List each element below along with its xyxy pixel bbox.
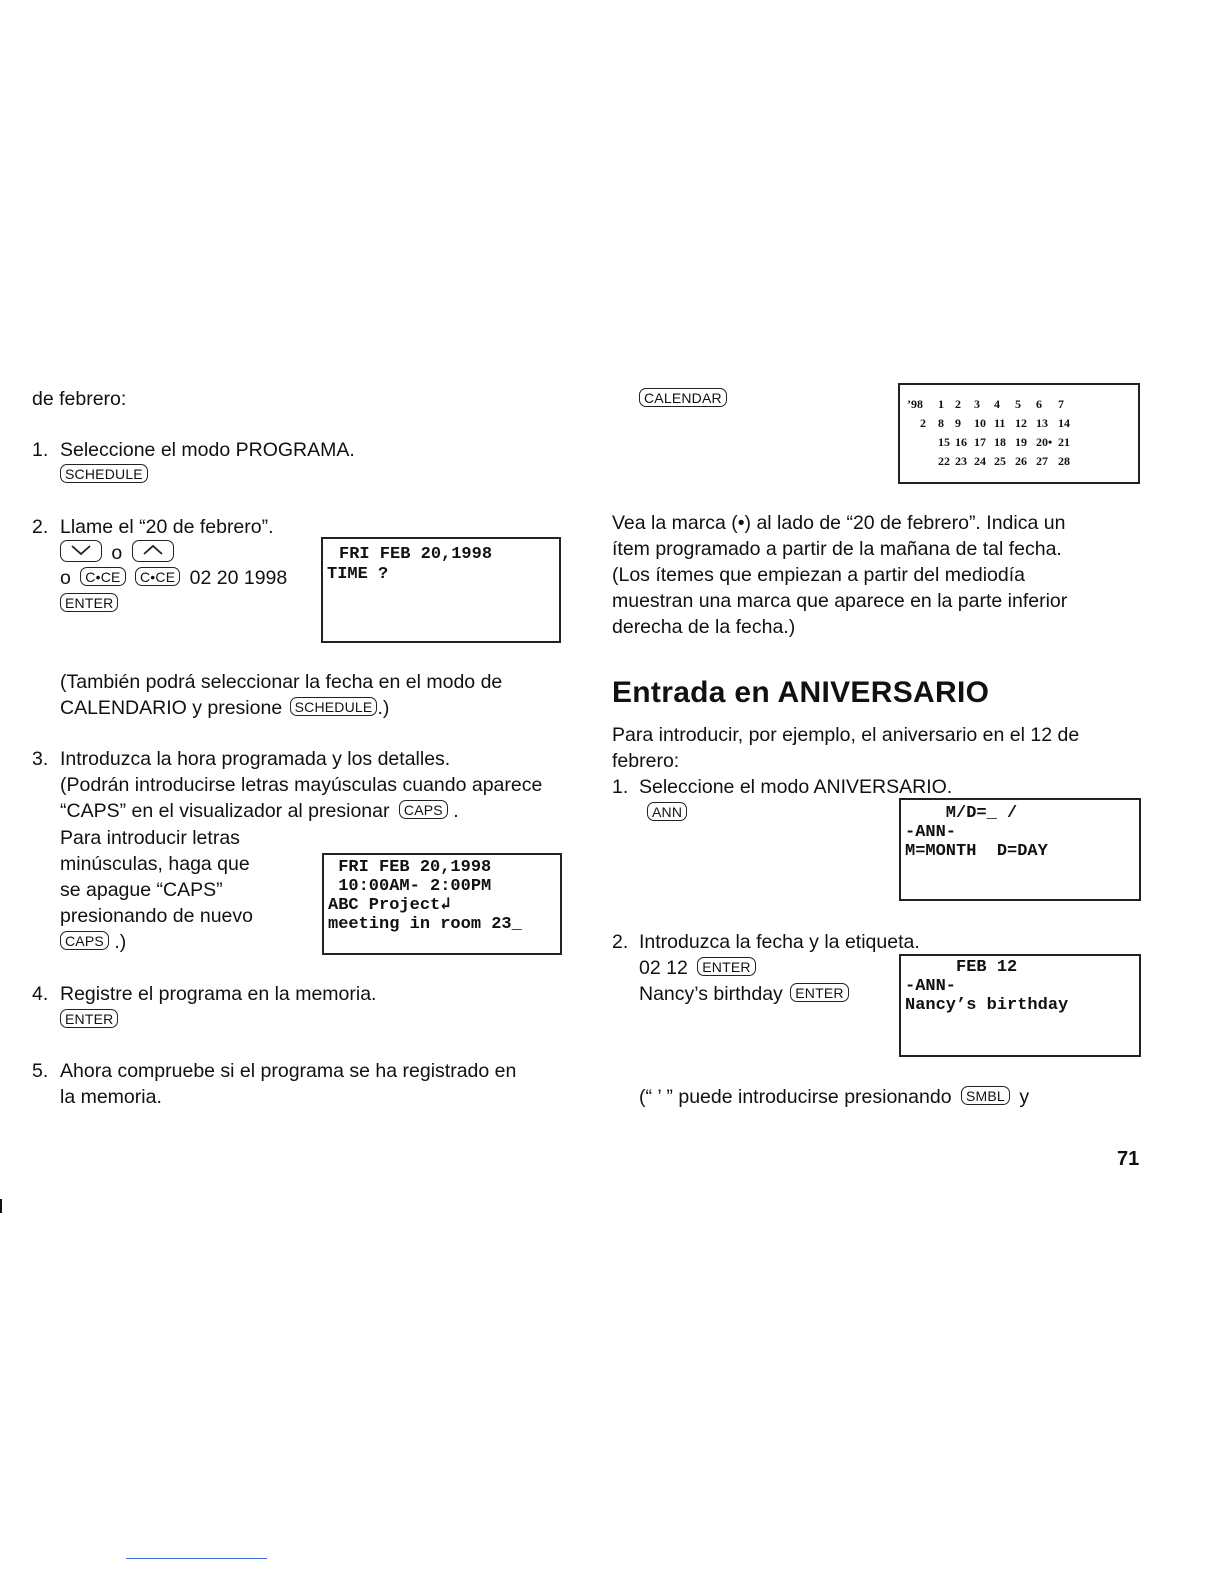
lcd-line: FRI FEB 20,1998	[328, 858, 492, 877]
calendar-day: 2	[955, 397, 961, 411]
step2-text: Llame el “20 de febrero”.	[60, 516, 274, 538]
schedule-key[interactable]: SCHEDULE	[290, 697, 378, 716]
ann-step1-text: Seleccione el modo ANIVERSARIO.	[639, 776, 953, 798]
chevron-up-icon	[142, 544, 164, 556]
smbl-note	[639, 1084, 1029, 1110]
calendar-day: 4	[994, 397, 1000, 411]
step3-line4: Para introducir letras	[60, 827, 240, 849]
step3-line8	[60, 929, 126, 955]
chevron-down-icon	[70, 544, 92, 556]
lcd-line: -ANN-	[905, 977, 957, 996]
lcd-display-ann-date	[899, 798, 1141, 901]
step3-line3-tail: .	[453, 800, 459, 822]
enter-key[interactable]: ENTER	[790, 983, 848, 1002]
anniversary-intro-line2: febrero:	[612, 750, 680, 772]
calendar-day: 12	[1015, 416, 1027, 430]
step1-number: 1.	[32, 439, 49, 461]
ann-date-digits: 02 12	[639, 957, 688, 979]
step3-line7: presionando de nuevo	[60, 905, 253, 927]
smbl-key[interactable]: SMBL	[961, 1086, 1010, 1105]
ann-step1-key-line	[647, 800, 687, 826]
calendar-day: 7	[1058, 397, 1064, 411]
note-line2-text: CALENDARIO y presione	[60, 697, 283, 719]
calendar-day: 16	[955, 435, 967, 449]
step3-line2: (Podrán introducirse letras mayúsculas cuando aparece	[60, 774, 543, 796]
calendar-day: 18	[994, 435, 1006, 449]
step2-arrow-line	[60, 540, 174, 566]
ann-label-text: Nancy’s birthday	[639, 983, 783, 1005]
calendar-day: 6	[1036, 397, 1042, 411]
step5-line1: Ahora compruebe si el programa se ha registrado en	[60, 1060, 517, 1082]
lcd-line: Nancy’s birthday	[905, 996, 1069, 1015]
scan-edge-mark	[0, 1199, 2, 1213]
ann-step2-text: Introduzca la fecha y la etiqueta.	[639, 931, 920, 953]
step1-key-line	[60, 462, 148, 488]
scan-blue-line	[126, 1558, 267, 1559]
lcd-line: M/D=_ /	[905, 804, 1018, 823]
ann-step2-line1	[639, 955, 756, 981]
down-arrow-key[interactable]	[60, 540, 102, 562]
or-prefix: o	[60, 567, 71, 589]
ann-step2-number: 2.	[612, 931, 629, 953]
calendar-day: 24	[974, 454, 986, 468]
lcd-display-schedule	[322, 853, 562, 955]
calendar-day: 13	[1036, 416, 1048, 430]
or-text: o	[111, 542, 123, 564]
lcd-display-time	[321, 537, 561, 643]
step4-number: 4.	[32, 983, 49, 1005]
calendar-day: 11	[994, 416, 1006, 430]
calendar-day: 28	[1058, 454, 1070, 468]
date-digits: 02 20 1998	[189, 567, 288, 589]
calendar-day: 3	[974, 397, 980, 411]
calendar-day: 25	[994, 454, 1006, 468]
cce-key-1[interactable]: C•CE	[80, 567, 125, 586]
explanation-line: ítem programado a partir de la mañana de tal fecha.	[612, 538, 1062, 560]
calendar-month: 2	[920, 416, 926, 430]
smbl-note-suffix: y	[1019, 1086, 1030, 1108]
step3-line1: Introduzca la hora programada y los detalles.	[60, 748, 451, 770]
explanation-line: muestran una marca que aparece en la parte inferior	[612, 590, 1068, 612]
lcd-line: FRI FEB 20,1998	[339, 545, 493, 564]
step3-line6: se apague “CAPS”	[60, 879, 223, 901]
lcd-line: meeting in room 23_	[328, 915, 522, 934]
step5-number: 5.	[32, 1060, 49, 1082]
calendar-day: 9	[955, 416, 961, 430]
lcd-display-ann-entry	[899, 954, 1141, 1057]
step3-line3-text: “CAPS” en el visualizador al presionar	[60, 800, 390, 822]
explanation-line: (Los ítemes que empiezan a partir del mediodía	[612, 564, 1025, 586]
calendar-key[interactable]: CALENDAR	[639, 388, 727, 407]
calendar-day: 10	[974, 416, 986, 430]
up-arrow-key[interactable]	[132, 540, 174, 562]
note-tail: .)	[377, 697, 390, 719]
anniversary-intro-line1: Para introducir, por ejemplo, el aniversario en el 12 de	[612, 724, 1080, 746]
ann-key[interactable]: ANN	[647, 802, 687, 821]
calendar-day: 8	[938, 416, 944, 430]
note-line1: (También podrá seleccionar la fecha en el modo de	[60, 671, 503, 693]
lcd-line: ABC Project↲	[328, 896, 451, 915]
lcd-line: TIME ?	[327, 565, 389, 584]
calendar-day: 22	[938, 454, 950, 468]
calendar-day: 1	[938, 397, 944, 411]
enter-key[interactable]: ENTER	[697, 957, 755, 976]
calendar-key-line	[639, 386, 727, 412]
calendar-day: 15	[938, 435, 950, 449]
calendar-day: 19	[1015, 435, 1027, 449]
lcd-line: FEB 12	[905, 958, 1018, 977]
calendar-day: 26	[1015, 454, 1027, 468]
explanation-line: Vea la marca (•) al lado de “20 de febrero”. Indica un	[612, 512, 1066, 534]
explanation-line: derecha de la fecha.)	[612, 616, 796, 638]
schedule-key[interactable]: SCHEDULE	[60, 464, 148, 483]
lcd-line: -ANN-	[905, 823, 957, 842]
cce-key-2[interactable]: C•CE	[135, 567, 180, 586]
step3-line3	[60, 798, 459, 824]
step3-number: 3.	[32, 748, 49, 770]
intro-text: de febrero:	[32, 388, 127, 410]
smbl-note-text: (“ ’ ” puede introducirse presionando	[639, 1086, 952, 1108]
step2-cce-line	[60, 565, 287, 591]
section-heading: Entrada en ANIVERSARIO	[612, 676, 990, 709]
step3-line8-tail: .)	[114, 931, 127, 953]
calendar-year: ’98	[907, 397, 923, 411]
caps-key[interactable]: CAPS	[399, 800, 448, 819]
calendar-day: 14	[1058, 416, 1070, 430]
step2-enter-line	[60, 591, 118, 617]
note-line2	[60, 695, 389, 721]
calendar-day: 5	[1015, 397, 1021, 411]
calendar-display	[898, 383, 1140, 484]
page-number: 71	[1117, 1148, 1140, 1170]
step4-text: Registre el programa en la memoria.	[60, 983, 377, 1005]
step3-line5: minúsculas, haga que	[60, 853, 250, 875]
step4-key-line	[60, 1007, 118, 1033]
enter-key[interactable]: ENTER	[60, 1009, 118, 1028]
calendar-day: 23	[955, 454, 967, 468]
calendar-day: 20•	[1036, 435, 1053, 449]
enter-key[interactable]: ENTER	[60, 593, 118, 612]
ann-step2-line2	[639, 981, 849, 1007]
lcd-line: 10:00AM- 2:00PM	[328, 877, 492, 896]
step2-number: 2.	[32, 516, 49, 538]
calendar-day: 21	[1058, 435, 1070, 449]
lcd-line: M=MONTH D=DAY	[905, 842, 1048, 861]
step1-text: Seleccione el modo PROGRAMA.	[60, 439, 355, 461]
calendar-day: 27	[1036, 454, 1048, 468]
ann-step1-number: 1.	[612, 776, 629, 798]
step5-line2: la memoria.	[60, 1086, 162, 1108]
calendar-day: 17	[974, 435, 986, 449]
caps-key[interactable]: CAPS	[60, 931, 109, 950]
